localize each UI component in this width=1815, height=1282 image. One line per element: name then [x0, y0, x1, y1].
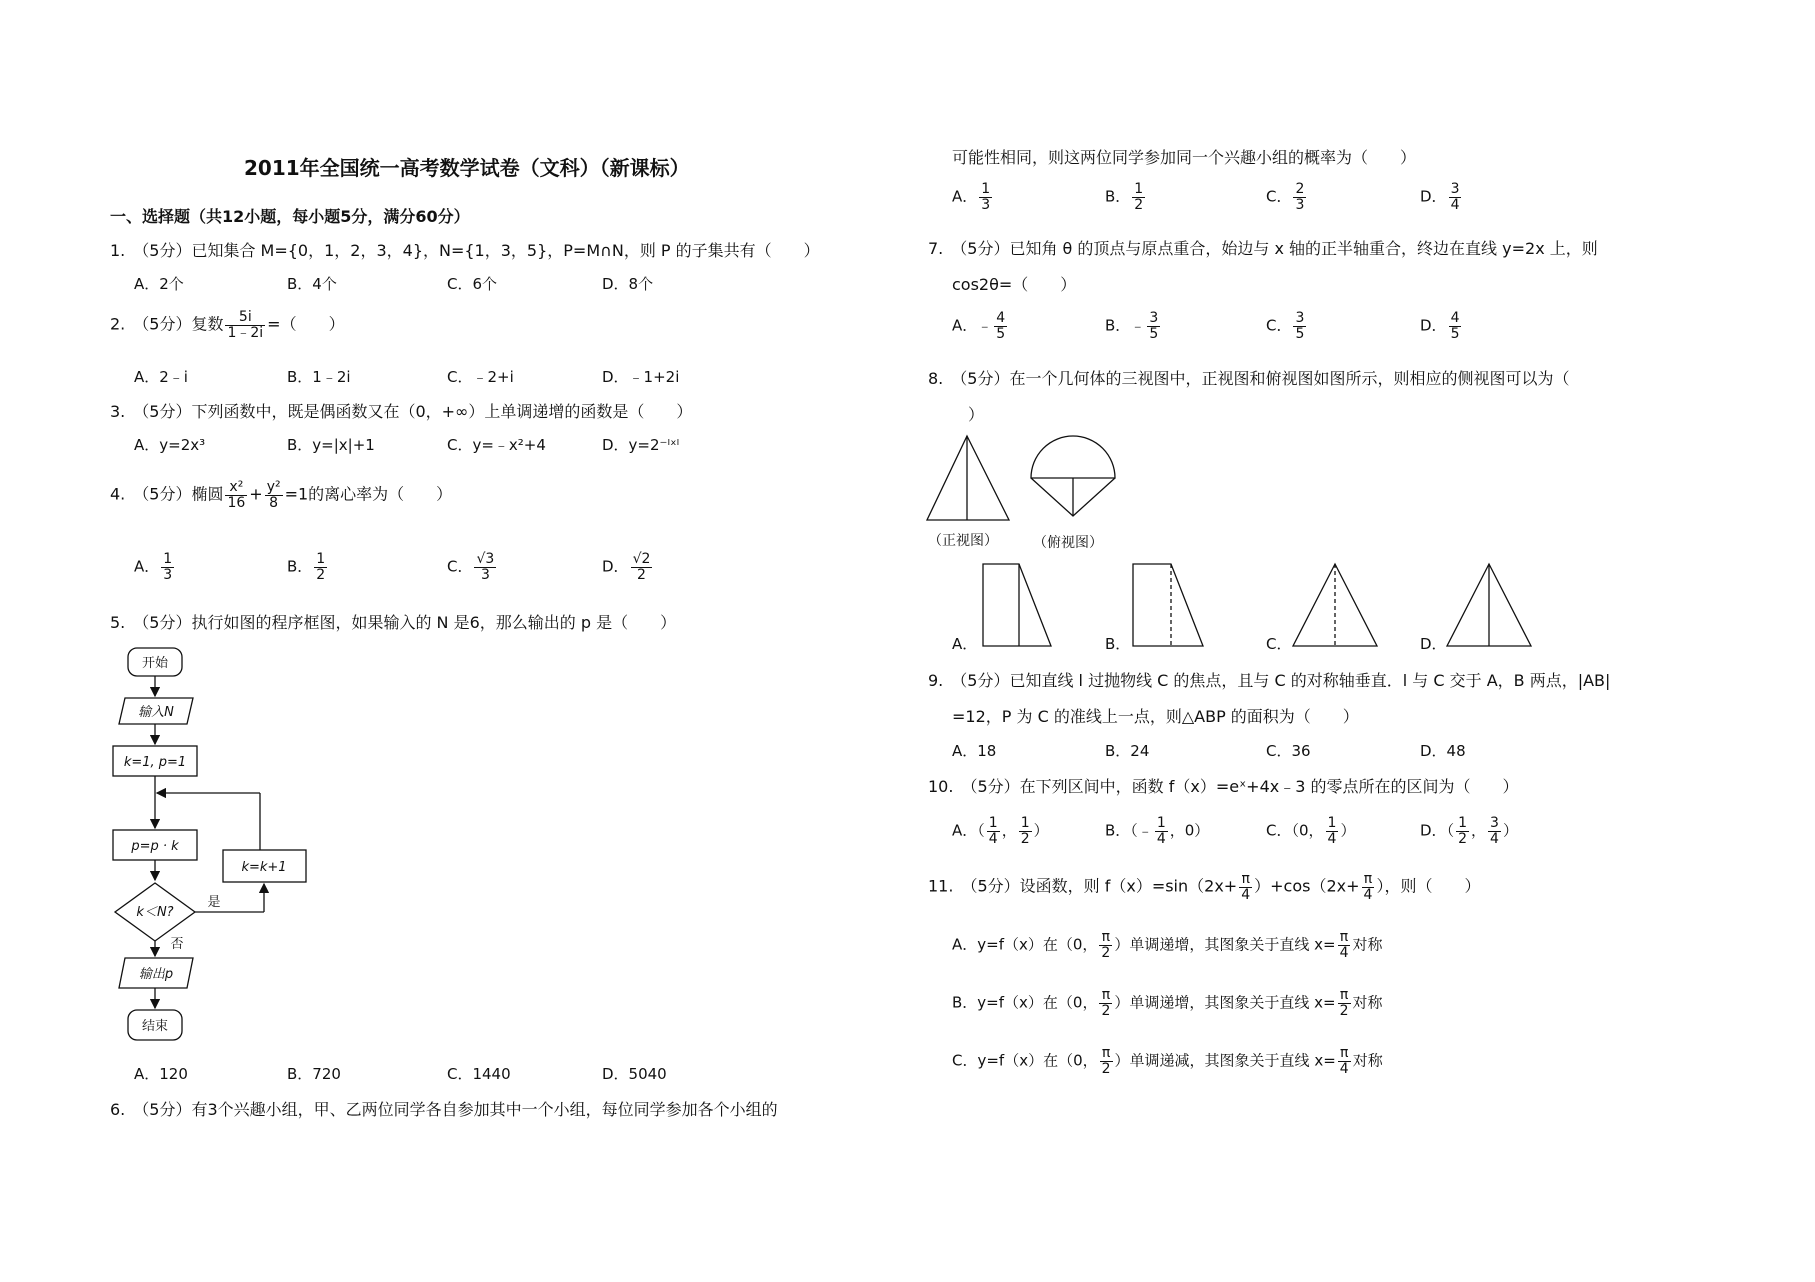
q6-option-c	[1266, 182, 1308, 212]
q3-option-a: A．y=2x³	[134, 436, 206, 454]
q11-a-text3: 对称	[1352, 935, 1383, 954]
q6-d-label: D．	[1420, 187, 1447, 206]
front-view-label: （正视图）	[928, 533, 998, 549]
q11-c-text2: ）单调递减，其图象关于直线 x=	[1114, 1051, 1336, 1070]
q4-c-label: C．	[447, 557, 473, 576]
q2-option-b: B．1﹣2i	[287, 368, 351, 386]
q10-d-close: ）	[1502, 821, 1518, 840]
q10-a-open: （	[977, 821, 985, 840]
q7-c-label: C．	[1266, 316, 1292, 335]
flow-init-label: k=1, p=1	[123, 755, 187, 770]
q10-d-num2: 3	[1490, 815, 1499, 831]
q11-suffix: ），则（ ）	[1376, 876, 1481, 896]
q7-option-a	[952, 311, 1009, 341]
q6-a-den: 3	[981, 196, 991, 213]
q5-option-c: C．1440	[447, 1065, 511, 1083]
q11-c-text1: C．y=f（x）在（0，	[952, 1051, 1098, 1070]
q4-x-denominator: 16	[227, 494, 246, 511]
q11-c-den2: 4	[1339, 1060, 1349, 1077]
q2-suffix: =（ ）	[267, 314, 345, 334]
q7-a-label: A．	[952, 316, 978, 335]
q11-b-text3: 对称	[1352, 993, 1383, 1012]
q4-d-label: D．	[602, 557, 629, 576]
q4-c-den: 3	[480, 566, 490, 583]
q4-option-b	[287, 552, 329, 582]
q2-option-c: C．﹣2+i	[447, 368, 514, 386]
q10-a-num2: 1	[1020, 815, 1030, 831]
q6-a-label: A．	[952, 187, 978, 206]
q10-c-num: 1	[1327, 815, 1337, 831]
q11-a-text1: A．y=f（x）在（0，	[952, 935, 1098, 954]
q7-c-den: 5	[1295, 325, 1305, 342]
q10-a-den1: 4	[988, 830, 998, 847]
q10-c-den: 4	[1327, 830, 1337, 847]
q2-denominator: 1﹣2i	[227, 324, 264, 341]
q6-a-num: 1	[981, 181, 991, 197]
question-7-line1: 7. （5分）已知角 θ 的顶点与原点重合，始边与 x 轴的正半轴重合，终边在直线 y=2x 上，则	[928, 239, 1598, 258]
q8-option-d: D．	[1420, 635, 1447, 653]
q8-figure-b	[1133, 564, 1203, 646]
flow-increment-label: k=k+1	[241, 860, 287, 875]
q7-c-num: 3	[1295, 310, 1305, 326]
question-4	[110, 480, 452, 510]
q4-a-den: 3	[163, 566, 173, 583]
q7-d-num: 4	[1450, 310, 1460, 326]
q4-fraction-y	[265, 480, 283, 510]
q11-option-b	[952, 988, 1383, 1018]
q10-a-num1: 1	[988, 815, 998, 831]
q1-option-c: C．6个	[447, 275, 498, 293]
q4-d-den: 2	[637, 566, 646, 583]
question-1: 1. （5分）已知集合 M={0，1，2，3，4}，N={1，3，5}，P=M∩N，则 P 的子集共有（ ）	[110, 241, 820, 260]
q6-b-den: 2	[1134, 196, 1144, 213]
q1-option-a: A．2个	[134, 275, 184, 293]
flow-output-label: 输出p	[138, 967, 174, 982]
question-2	[110, 310, 345, 340]
q10-d-mid: ，	[1471, 821, 1487, 840]
flow-no-label: 否	[170, 937, 184, 952]
q4-c-num: √3	[476, 551, 495, 567]
flow-multiply-label: p=p · k	[131, 839, 179, 854]
q4-option-d	[602, 552, 654, 582]
q7-d-den: 5	[1450, 325, 1460, 342]
q8-option-figures	[975, 560, 1555, 650]
q8-option-c: C．	[1266, 635, 1292, 653]
q7-d-label: D．	[1420, 316, 1447, 335]
q10-option-c	[1266, 816, 1355, 846]
q6-c-den: 3	[1295, 196, 1305, 213]
q4-suffix: =1的离心率为（ ）	[284, 484, 453, 504]
q8-given-views	[925, 432, 1125, 522]
q11-option-c	[952, 1046, 1383, 1076]
question-3: 3. （5分）下列函数中，既是偶函数又在（0，+∞）上单调递增的函数是（ ）	[110, 402, 693, 421]
q10-b-label: B．	[1105, 821, 1131, 840]
q6-option-a	[952, 182, 994, 212]
q6-c-num: 2	[1295, 181, 1305, 197]
q6-d-den: 4	[1450, 196, 1460, 213]
top-view-semicircle	[1031, 436, 1115, 478]
q10-a-label: A．	[952, 821, 978, 840]
q11-option-a	[952, 930, 1383, 960]
q8-option-b: B．	[1105, 635, 1131, 653]
q4-fraction-x	[225, 480, 247, 510]
q11-b-text1: B．y=f（x）在（0，	[952, 993, 1098, 1012]
q4-b-num: 1	[316, 551, 326, 567]
q10-a-close: ）	[1033, 821, 1049, 840]
q10-d-den2: 4	[1490, 830, 1499, 847]
section-heading: 一、选择题（共12小题，每小题5分，满分60分）	[110, 207, 470, 226]
q11-a-num2: π	[1338, 930, 1351, 946]
q4-prefix: 4. （5分）椭圆	[110, 484, 224, 504]
q11-b-text2: ）单调递增，其图象关于直线 x=	[1114, 993, 1336, 1012]
q4-option-c	[447, 552, 498, 582]
flow-start-label: 开始	[141, 656, 169, 671]
flowchart	[105, 640, 325, 1045]
question-9-line2: =12，P 为 C 的准线上一点，则△ABP 的面积为（ ）	[952, 707, 1359, 726]
q11-a-num1: π	[1099, 930, 1112, 946]
q5-option-d: D．5040	[602, 1065, 667, 1083]
flow-input-label: 输入N	[138, 705, 174, 720]
question-6-line2: 可能性相同，则这两位同学参加同一个兴趣小组的概率为（ ）	[952, 148, 1417, 167]
question-10: 10. （5分）在下列区间中，函数 f（x）=eˣ+4x﹣3 的零点所在的区间为（ ）	[928, 777, 1519, 796]
q7-b-den: 5	[1149, 325, 1159, 342]
q7-option-b	[1105, 311, 1162, 341]
q3-option-c: C．y=﹣x²+4	[447, 436, 546, 454]
q10-d-den1: 2	[1458, 830, 1467, 847]
q11-den2: 4	[1363, 886, 1373, 903]
q11-b-den2: 2	[1339, 1002, 1349, 1019]
q11-c-num2: π	[1338, 1046, 1351, 1062]
q2-numerator: 5i	[225, 310, 265, 326]
question-8-line2: ）	[968, 405, 985, 424]
q2-prefix: 2. （5分）复数	[110, 314, 224, 334]
q11-b-num1: π	[1099, 988, 1112, 1004]
q11-a-text2: ）单调递增，其图象关于直线 x=	[1114, 935, 1336, 954]
q4-y-numerator: y²	[266, 479, 281, 495]
q7-a-sign: ﹣	[977, 316, 993, 335]
q1-option-d: D．8个	[602, 275, 654, 293]
q11-c-den1: 2	[1101, 1060, 1111, 1077]
q4-a-label: A．	[134, 557, 160, 576]
question-6-line1: 6. （5分）有3个兴趣小组，甲、乙两位同学各自参加其中一个小组，每位同学参加各个小组的	[110, 1100, 778, 1119]
q11-prefix: 11. （5分）设函数，则 f（x）=sin（2x+	[928, 876, 1238, 896]
q9-option-b: B．24	[1105, 742, 1150, 760]
top-view-label: （俯视图）	[1033, 535, 1103, 551]
q11-b-num2: π	[1338, 988, 1351, 1004]
q7-a-num: 4	[996, 310, 1006, 326]
q7-a-den: 5	[996, 325, 1006, 342]
q7-b-num: 3	[1149, 310, 1159, 326]
q9-option-d: D．48	[1420, 742, 1466, 760]
question-8-line1: 8. （5分）在一个几何体的三视图中，正视图和俯视图如图所示，则相应的侧视图可以为（	[928, 369, 1570, 388]
q11-a-den1: 2	[1101, 944, 1111, 961]
flow-yes-label: 是	[207, 895, 221, 910]
q9-option-a: A．18	[952, 742, 997, 760]
q3-option-d: D．y=2⁻ˡˣˡ	[602, 436, 680, 454]
q6-b-num: 1	[1134, 181, 1144, 197]
q2-option-a: A．2﹣i	[134, 368, 188, 386]
q6-c-label: C．	[1266, 187, 1292, 206]
page-title: 2011年全国统一高考数学试卷（文科）（新课标）	[244, 156, 690, 180]
q11-a-den2: 4	[1339, 944, 1349, 961]
front-view-triangle	[927, 436, 1009, 520]
q11-b-den1: 2	[1101, 1002, 1111, 1019]
q4-d-num: √2	[632, 551, 651, 567]
q4-x-numerator: x²	[225, 480, 247, 496]
flow-end-label: 结束	[141, 1019, 169, 1034]
question-7-line2: cos2θ=（ ）	[952, 275, 1077, 294]
q4-b-label: B．	[287, 557, 313, 576]
q8-figure-a	[983, 564, 1051, 646]
q4-a-num: 1	[163, 551, 173, 567]
q10-c-close: ）	[1340, 821, 1356, 840]
q4-option-a	[134, 552, 176, 582]
q10-c-open: （0，	[1291, 821, 1324, 840]
q10-d-label: D．	[1420, 821, 1447, 840]
q5-option-a: A．120	[134, 1065, 188, 1083]
q11-den1: 4	[1241, 886, 1251, 903]
flow-condition-label: k＜N?	[136, 905, 174, 920]
q10-b-open: （﹣	[1130, 821, 1153, 840]
q11-c-text3: 对称	[1352, 1051, 1383, 1070]
q11-num2: π	[1362, 872, 1375, 888]
q8-option-a: A．	[952, 635, 978, 653]
q4-y-denominator: 8	[269, 494, 279, 511]
q2-option-d: D．﹣1+2i	[602, 368, 680, 386]
q11-middle: ）+cos（2x+	[1254, 876, 1360, 896]
q9-option-c: C．36	[1266, 742, 1311, 760]
q10-d-num1: 1	[1458, 815, 1467, 831]
q7-b-label: B．	[1105, 316, 1131, 335]
q10-a-den2: 2	[1020, 830, 1030, 847]
q7-b-sign: ﹣	[1130, 316, 1146, 335]
q10-option-b	[1105, 816, 1209, 846]
q10-d-open: （	[1446, 821, 1455, 840]
q7-option-c	[1266, 311, 1308, 341]
question-9-line1: 9. （5分）已知直线 l 过抛物线 C 的焦点，且与 C 的对称轴垂直．l 与 C 交于 A，B 两点，|AB|	[928, 671, 1611, 690]
q4-b-den: 2	[316, 566, 326, 583]
q2-fraction	[225, 310, 265, 340]
q7-option-d	[1420, 311, 1463, 341]
q10-option-a	[952, 816, 1049, 846]
q11-num1: π	[1239, 872, 1252, 888]
question-5: 5. （5分）执行如图的程序框图，如果输入的 N 是6，那么输出的 p 是（ ）	[110, 613, 677, 632]
q10-a-mid: ，	[1001, 821, 1017, 840]
q4-plus: +	[249, 484, 263, 504]
q6-option-b	[1105, 182, 1147, 212]
q10-c-label: C．	[1266, 821, 1292, 840]
q3-option-b: B．y=|x|+1	[287, 436, 375, 454]
q11-c-num1: π	[1100, 1046, 1113, 1062]
q10-b-num: 1	[1156, 815, 1166, 831]
q10-b-den: 4	[1156, 830, 1166, 847]
q6-option-d	[1420, 182, 1463, 212]
q6-d-num: 3	[1450, 181, 1460, 197]
q1-option-b: B．4个	[287, 275, 337, 293]
q8-figure-c	[1293, 564, 1377, 646]
q10-b-close: ，0）	[1169, 821, 1210, 840]
q5-option-b: B．720	[287, 1065, 341, 1083]
q6-b-label: B．	[1105, 187, 1131, 206]
q10-option-d	[1420, 816, 1518, 846]
question-11	[928, 872, 1480, 902]
